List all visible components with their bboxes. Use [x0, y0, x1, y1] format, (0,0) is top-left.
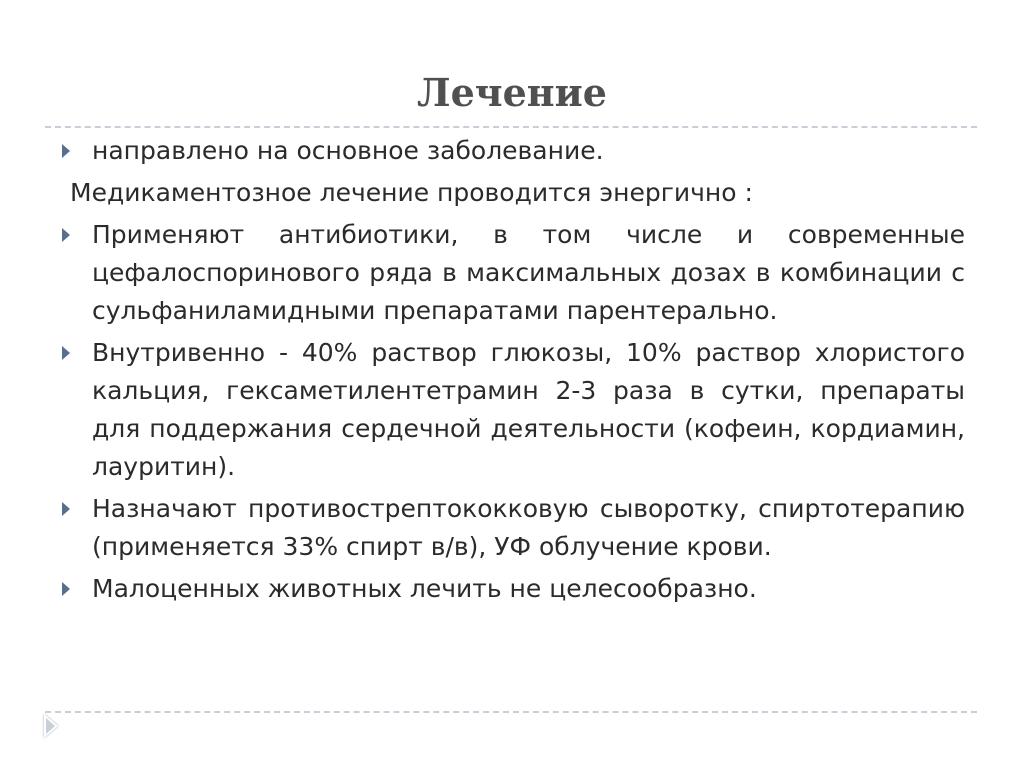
bullet-item [60, 490, 965, 566]
bullet-text: направлено на основное заболевание. [92, 136, 604, 165]
slide-content [60, 132, 965, 612]
plain-paragraph: Медикаментозное лечение проводится энергично : [70, 178, 753, 207]
triangle-bullet-icon [62, 346, 70, 360]
bullet-item [60, 216, 965, 330]
triangle-bullet-icon [62, 582, 70, 596]
triangle-bullet-icon [62, 144, 70, 158]
footer-arrow-inner-icon [46, 718, 55, 734]
bullet-text: Малоценных животных лечить не целесообразно. [92, 574, 757, 603]
title-divider [45, 126, 977, 128]
bullet-item [60, 334, 965, 486]
triangle-bullet-icon [62, 228, 70, 242]
slide-title: Лечение [417, 70, 607, 115]
footer-divider [45, 711, 977, 713]
bullet-item [60, 570, 965, 608]
bullet-text: Назначают противострептококковую сыворотку, спиртотерапию (применяется 33% спирт в/в), УФ облучение крови. [92, 494, 965, 561]
bullet-text: Применяют антибиотики, в том числе и современные цефалоспоринового ряда в максимальных дозах в комбинации с сульфаниламидными препаратами парентерально. [92, 220, 965, 325]
bullet-text: Внутривенно - 40% раствор глюкозы, 10% раствор хлористого кальция, гексаметилентетрамин 2-3 раза в сутки, препараты для поддержания сердечной деятельности (кофеин, кордиамин, лауритин). [92, 338, 965, 481]
triangle-bullet-icon [62, 502, 70, 516]
bullet-item [60, 132, 965, 170]
